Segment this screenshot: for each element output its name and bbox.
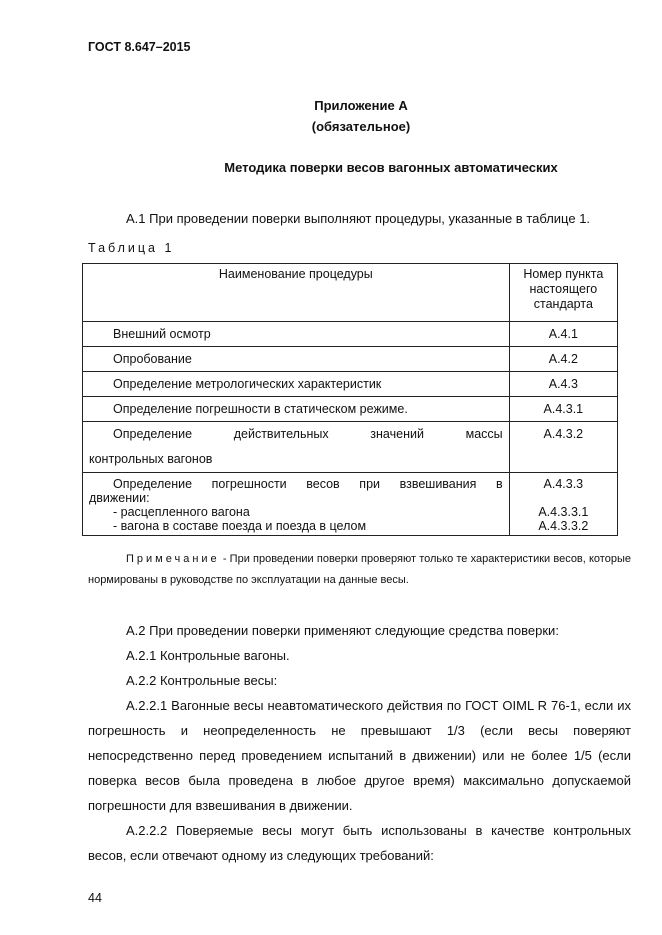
table-row [83, 322, 618, 347]
paragraph-a21: А.2.1 Контрольные вагоны. [126, 648, 290, 663]
clause-ref: А.4.1 [509, 322, 617, 347]
paragraph-a221: А.2.2.1 Вагонные весы неавтоматического действия по ГОСТ OIML R 76-1, если их погрешность и неопределенность не превышают 1/3 (если весы поверяют непосредственно перед проведением испытаний в движении) или не более 1/5 (если поверка весов была проведена в любое другое время) максимально допускаемой погрешности для взвешивания в движении. [88, 698, 631, 813]
paragraph-a1: А.1 При проведении поверки выполняют процедуры, указанные в таблице 1. [126, 211, 591, 226]
table-caption: Таблица 1 [88, 241, 175, 255]
document-header: ГОСТ 8.647–2015 [88, 40, 191, 54]
appendix-subject: Методика поверки весов вагонных автоматических [224, 160, 558, 175]
clause-ref: А.4.3 [509, 372, 617, 397]
paragraph-a2: А.2 При проведении поверки применяют следующие средства поверки: [126, 623, 559, 638]
procedures-table [82, 263, 618, 536]
procedure-subitem: - расцепленного вагона [113, 505, 250, 519]
paragraph-a22: А.2.2 Контрольные весы: [126, 673, 278, 688]
procedure-name-line2: контрольных вагонов [89, 452, 213, 466]
procedure-name: Опробование [83, 347, 510, 372]
procedure-subitem: - вагона в составе поезда и поезда в целом [113, 519, 367, 533]
procedure-name-line2: движении: [89, 491, 150, 505]
column-header-clause: Номер пункта настоящего стандарта [509, 264, 617, 322]
procedure-name: Определение метрологических характеристик [83, 372, 510, 397]
page-number: 44 [88, 891, 102, 905]
table-row [83, 397, 618, 422]
paragraph-a222: А.2.2.2 Поверяемые весы могут быть использованы в качестве контрольных весов, если отвечают одному из следующих требований: [88, 823, 631, 863]
table-note [88, 549, 631, 591]
table-header-row [83, 264, 618, 322]
procedure-name-line1: Определение погрешности весов при взвешивания в [113, 477, 503, 491]
procedure-name [83, 473, 510, 536]
appendix-title: Приложение А [314, 98, 408, 113]
table-row [83, 372, 618, 397]
appendix-status: (обязательное) [311, 119, 411, 134]
table-row [83, 347, 618, 372]
column-header-procedure: Наименование процедуры [83, 264, 510, 322]
clause-ref: А.4.3.2 [509, 422, 617, 473]
procedure-name-line1: Определение действительных значений массы [113, 427, 503, 441]
procedure-name [83, 422, 510, 473]
clause-ref-sub: А.4.3.3.1 [538, 505, 589, 519]
clause-ref [509, 473, 617, 536]
table-row [83, 473, 618, 536]
clause-ref-sub: А.4.3.3.2 [538, 519, 589, 533]
note-text: - При проведении поверки проверяют только те характеристики весов, которые нормированы в руководстве по эксплуатации на данные весы. [88, 553, 631, 586]
clause-ref: А.4.3.1 [509, 397, 617, 422]
procedure-name: Определение погрешности в статическом режиме. [83, 397, 510, 422]
clause-ref-main: А.4.3.3 [543, 477, 584, 491]
clause-ref: А.4.2 [509, 347, 617, 372]
note-label: Примечание [126, 553, 220, 565]
procedure-name: Внешний осмотр [83, 322, 510, 347]
table-row [83, 422, 618, 473]
